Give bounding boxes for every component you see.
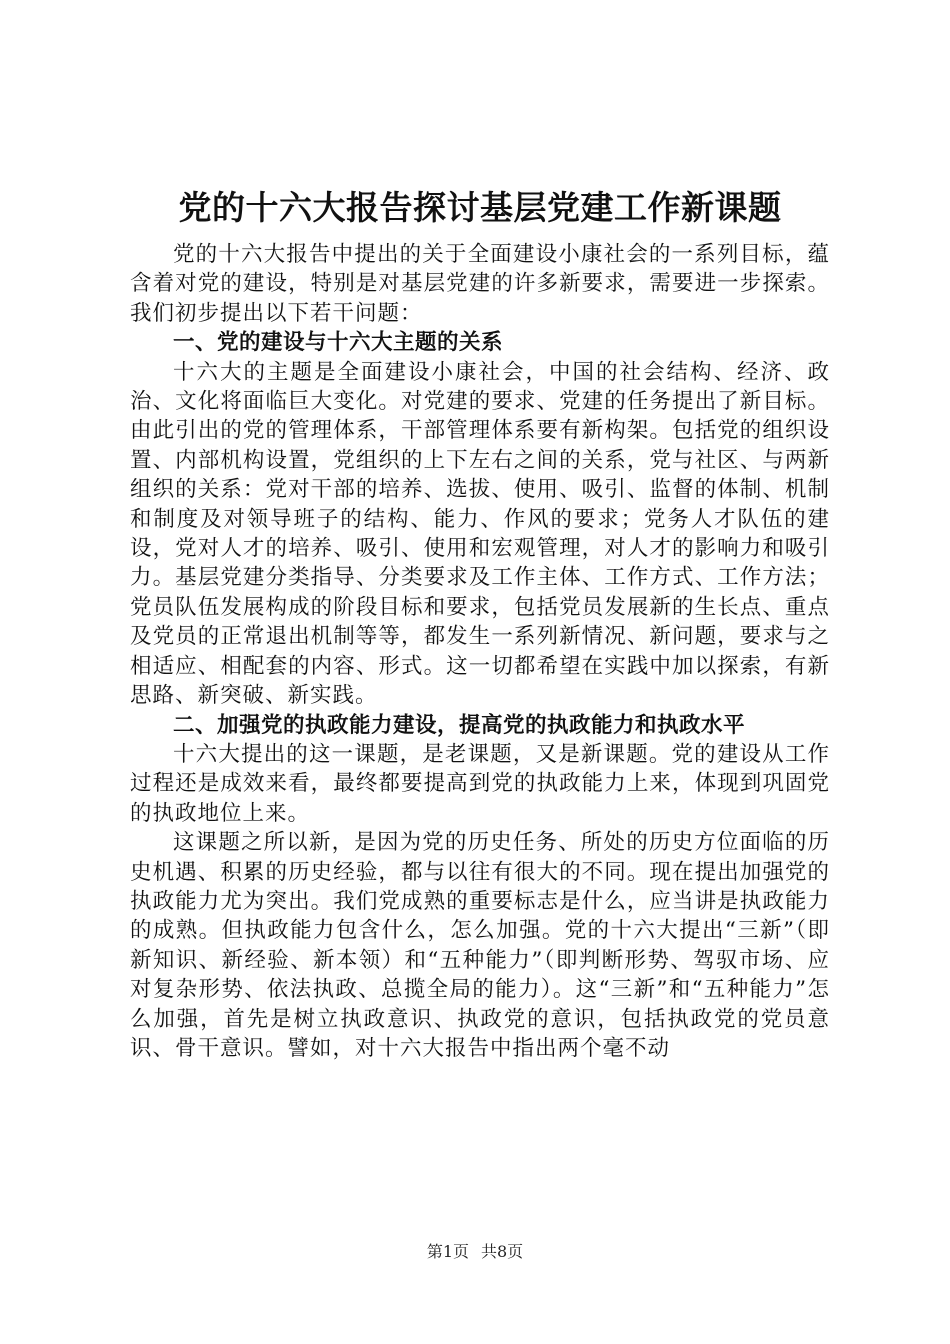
document-title: 党的十六大报告探讨基层党建工作新课题 [178, 188, 782, 227]
section-heading-2: 二、加强党的执政能力建设，提高党的执政能力和执政水平 [173, 712, 746, 738]
document-body [130, 182, 830, 1063]
section-heading-1: 一、党的建设与十六大主题的关系 [173, 330, 504, 356]
page-number: 第1页 [426, 1242, 469, 1261]
intro-paragraph: 党的十六大报告中提出的关于全面建设小康社会的一系列目标，蕴含着对党的建设，特别是对基层党建的许多新要求，需要进一步探索。我们初步提出以下若干问题： [130, 242, 830, 326]
page-total: 共8页 [481, 1242, 524, 1261]
section-2-paragraph-1: 十六大提出的这一课题，是老课题，又是新课题。党的建设从工作过程还是成效来看，最终都要提高到党的执政能力上来，体现到巩固党的执政地位上来。 [130, 741, 830, 826]
page-footer [0, 1242, 950, 1262]
section-2-paragraph-2: 这课题之所以新，是因为党的历史任务、所处的历史方位面临的历史机遇、积累的历史经验，都与以往有很大的不同。现在提出加强党的执政能力尤为突出。我们党成熟的重要标志是什么，应当讲是执政能力的成熟。但执政能力包含什么，怎么加强。党的十六大提出“三新”（即新知识、新经验、新本领）和“五种能力”（即判断形势、驾驭市场、应对复杂形势、依法执政、总揽全局的能力）。这“三新”和“五种能力”怎么加强，首先是树立执政意识、执政党的意识，包括执政党的党员意识、骨干意识。譬如，对十六大报告中指出两个毫不动 [130, 830, 830, 1061]
section-1-paragraph: 十六大的主题是全面建设小康社会，中国的社会结构、经济、政治、文化将面临巨大变化。对党建的要求、党建的任务提出了新目标。由此引出的党的管理体系，干部管理体系要有新构架。包括党的组织设置、内部机构设置，党组织的上下左右之间的关系，党与社区、与两新组织的关系：党对干部的培养、选拔、使用、吸引、监督的体制、机制和制度及对领导班子的结构、能力、作风的要求；党务人才队伍的建设，党对人才的培养、吸引、使用和宏观管理，对人才的影响力和吸引力。基层党建分类指导、分类要求及工作主体、工作方式、工作方法；党员队伍发展构成的阶段目标和要求，包括党员发展新的生长点、重点及党员的正常退出机制等等，都发生一系列新情况、新问题，要求与之相适应、相配套的内容、形式。这一切都希望在实践中加以探索，有新思路、新突破、新实践。 [130, 359, 830, 709]
